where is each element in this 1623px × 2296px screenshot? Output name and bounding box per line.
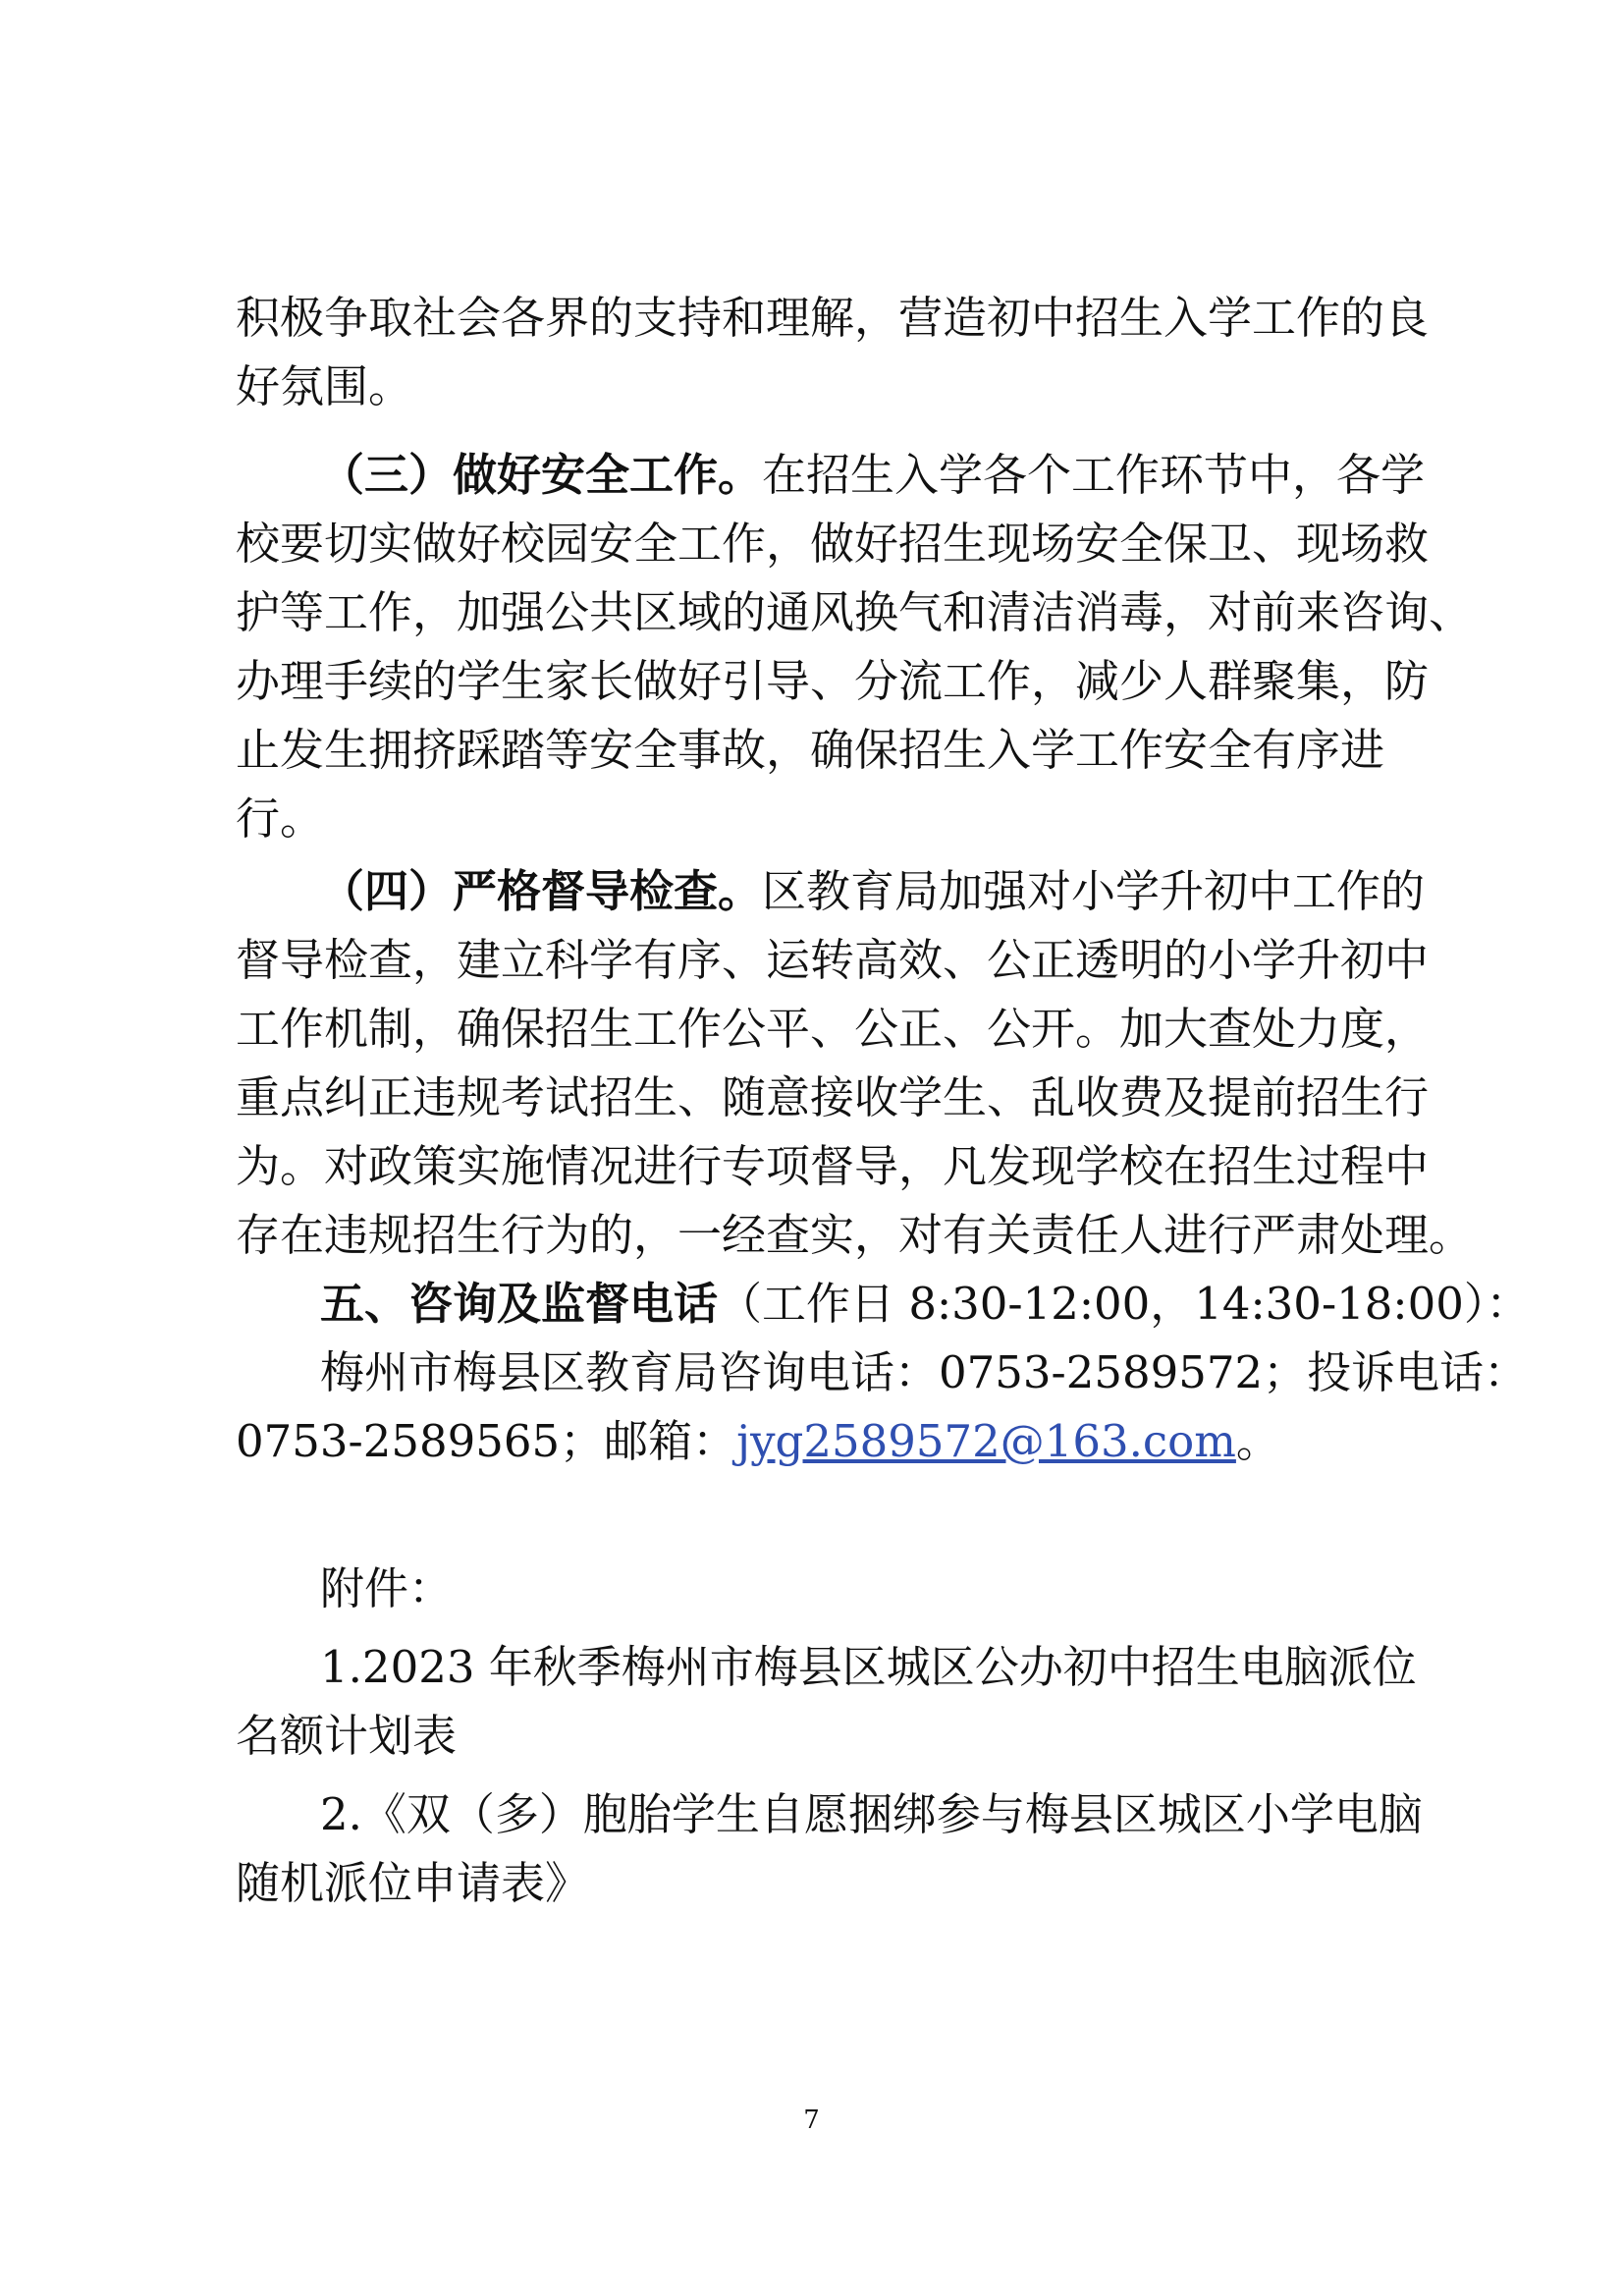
attachment-item: 名额计划表 [236, 1710, 458, 1762]
text-line: 止发生拥挤踩踏等安全事故，确保招生入学工作安全有序进 [236, 724, 1385, 776]
text-line-content: 0753-2589565；邮箱： [236, 1415, 737, 1467]
text-line-content: 积极争取社会各界的支持和理解，营造初中招生入学工作的良 [236, 292, 1430, 344]
text-line [320, 448, 1425, 503]
text-line-content: 。 [1235, 1415, 1280, 1467]
section-heading: 五、咨询及监督电话 [320, 1278, 719, 1330]
text-line: 督导检查，建立科学有序、运转高效、公正透明的小学升初中 [236, 934, 1430, 986]
text-line: 护等工作，加强公共区域的通风换气和清洁消毒，对前来咨询、 [236, 586, 1474, 638]
text-line [236, 291, 1430, 346]
text-line: 工作机制，确保招生工作公平、公正、公开。加大查处力度， [236, 1003, 1430, 1055]
page-number: 7 [803, 2105, 820, 2135]
section-heading: （四）严格督导检查。 [320, 865, 763, 917]
text-line: 办理手续的学生家长做好引导、分流工作，减少人群聚集，防 [236, 655, 1430, 707]
text-line: 校要切实做好校园安全工作，做好招生现场安全保卫、现场救 [236, 518, 1430, 570]
text-line-content: 区教育局加强对小学升初中工作的 [762, 865, 1426, 917]
attachment-item: 随机派位申请表》 [236, 1857, 590, 1909]
text-line: 好氛围。 [236, 360, 413, 412]
attachment-item: 1.2023 年秋季梅州市梅县区城区公办初中招生电脑派位 [320, 1641, 1417, 1693]
text-line-content: 在招生入学各个工作环节中，各学 [762, 449, 1426, 501]
section-heading: （三）做好安全工作。 [320, 449, 763, 501]
attachments-label: 附件： [320, 1562, 454, 1614]
text-line: 梅州市梅县区教育局咨询电话：0753-2589572；投诉电话： [320, 1346, 1529, 1398]
email-link[interactable]: jyg2589572@163.com [736, 1415, 1236, 1467]
text-line: 存在违规招生行为的，一经查实，对有关责任人进行严肃处理。 [236, 1209, 1474, 1261]
text-line: 行。 [236, 793, 325, 845]
text-line: 为。对政策实施情况进行专项督导，凡发现学校在招生过程中 [236, 1140, 1430, 1192]
attachment-item: 2.《双（多）胞胎学生自愿捆绑参与梅县区城区小学电脑 [320, 1788, 1423, 1840]
text-line [320, 864, 1425, 919]
text-line [236, 1414, 1280, 1469]
text-line: 重点纠正违规考试招生、随意接收学生、乱收费及提前招生行 [236, 1071, 1430, 1123]
office-hours: （工作日 8:30-12:00，14:30-18:00）： [718, 1278, 1531, 1330]
text-line [320, 1277, 1530, 1332]
